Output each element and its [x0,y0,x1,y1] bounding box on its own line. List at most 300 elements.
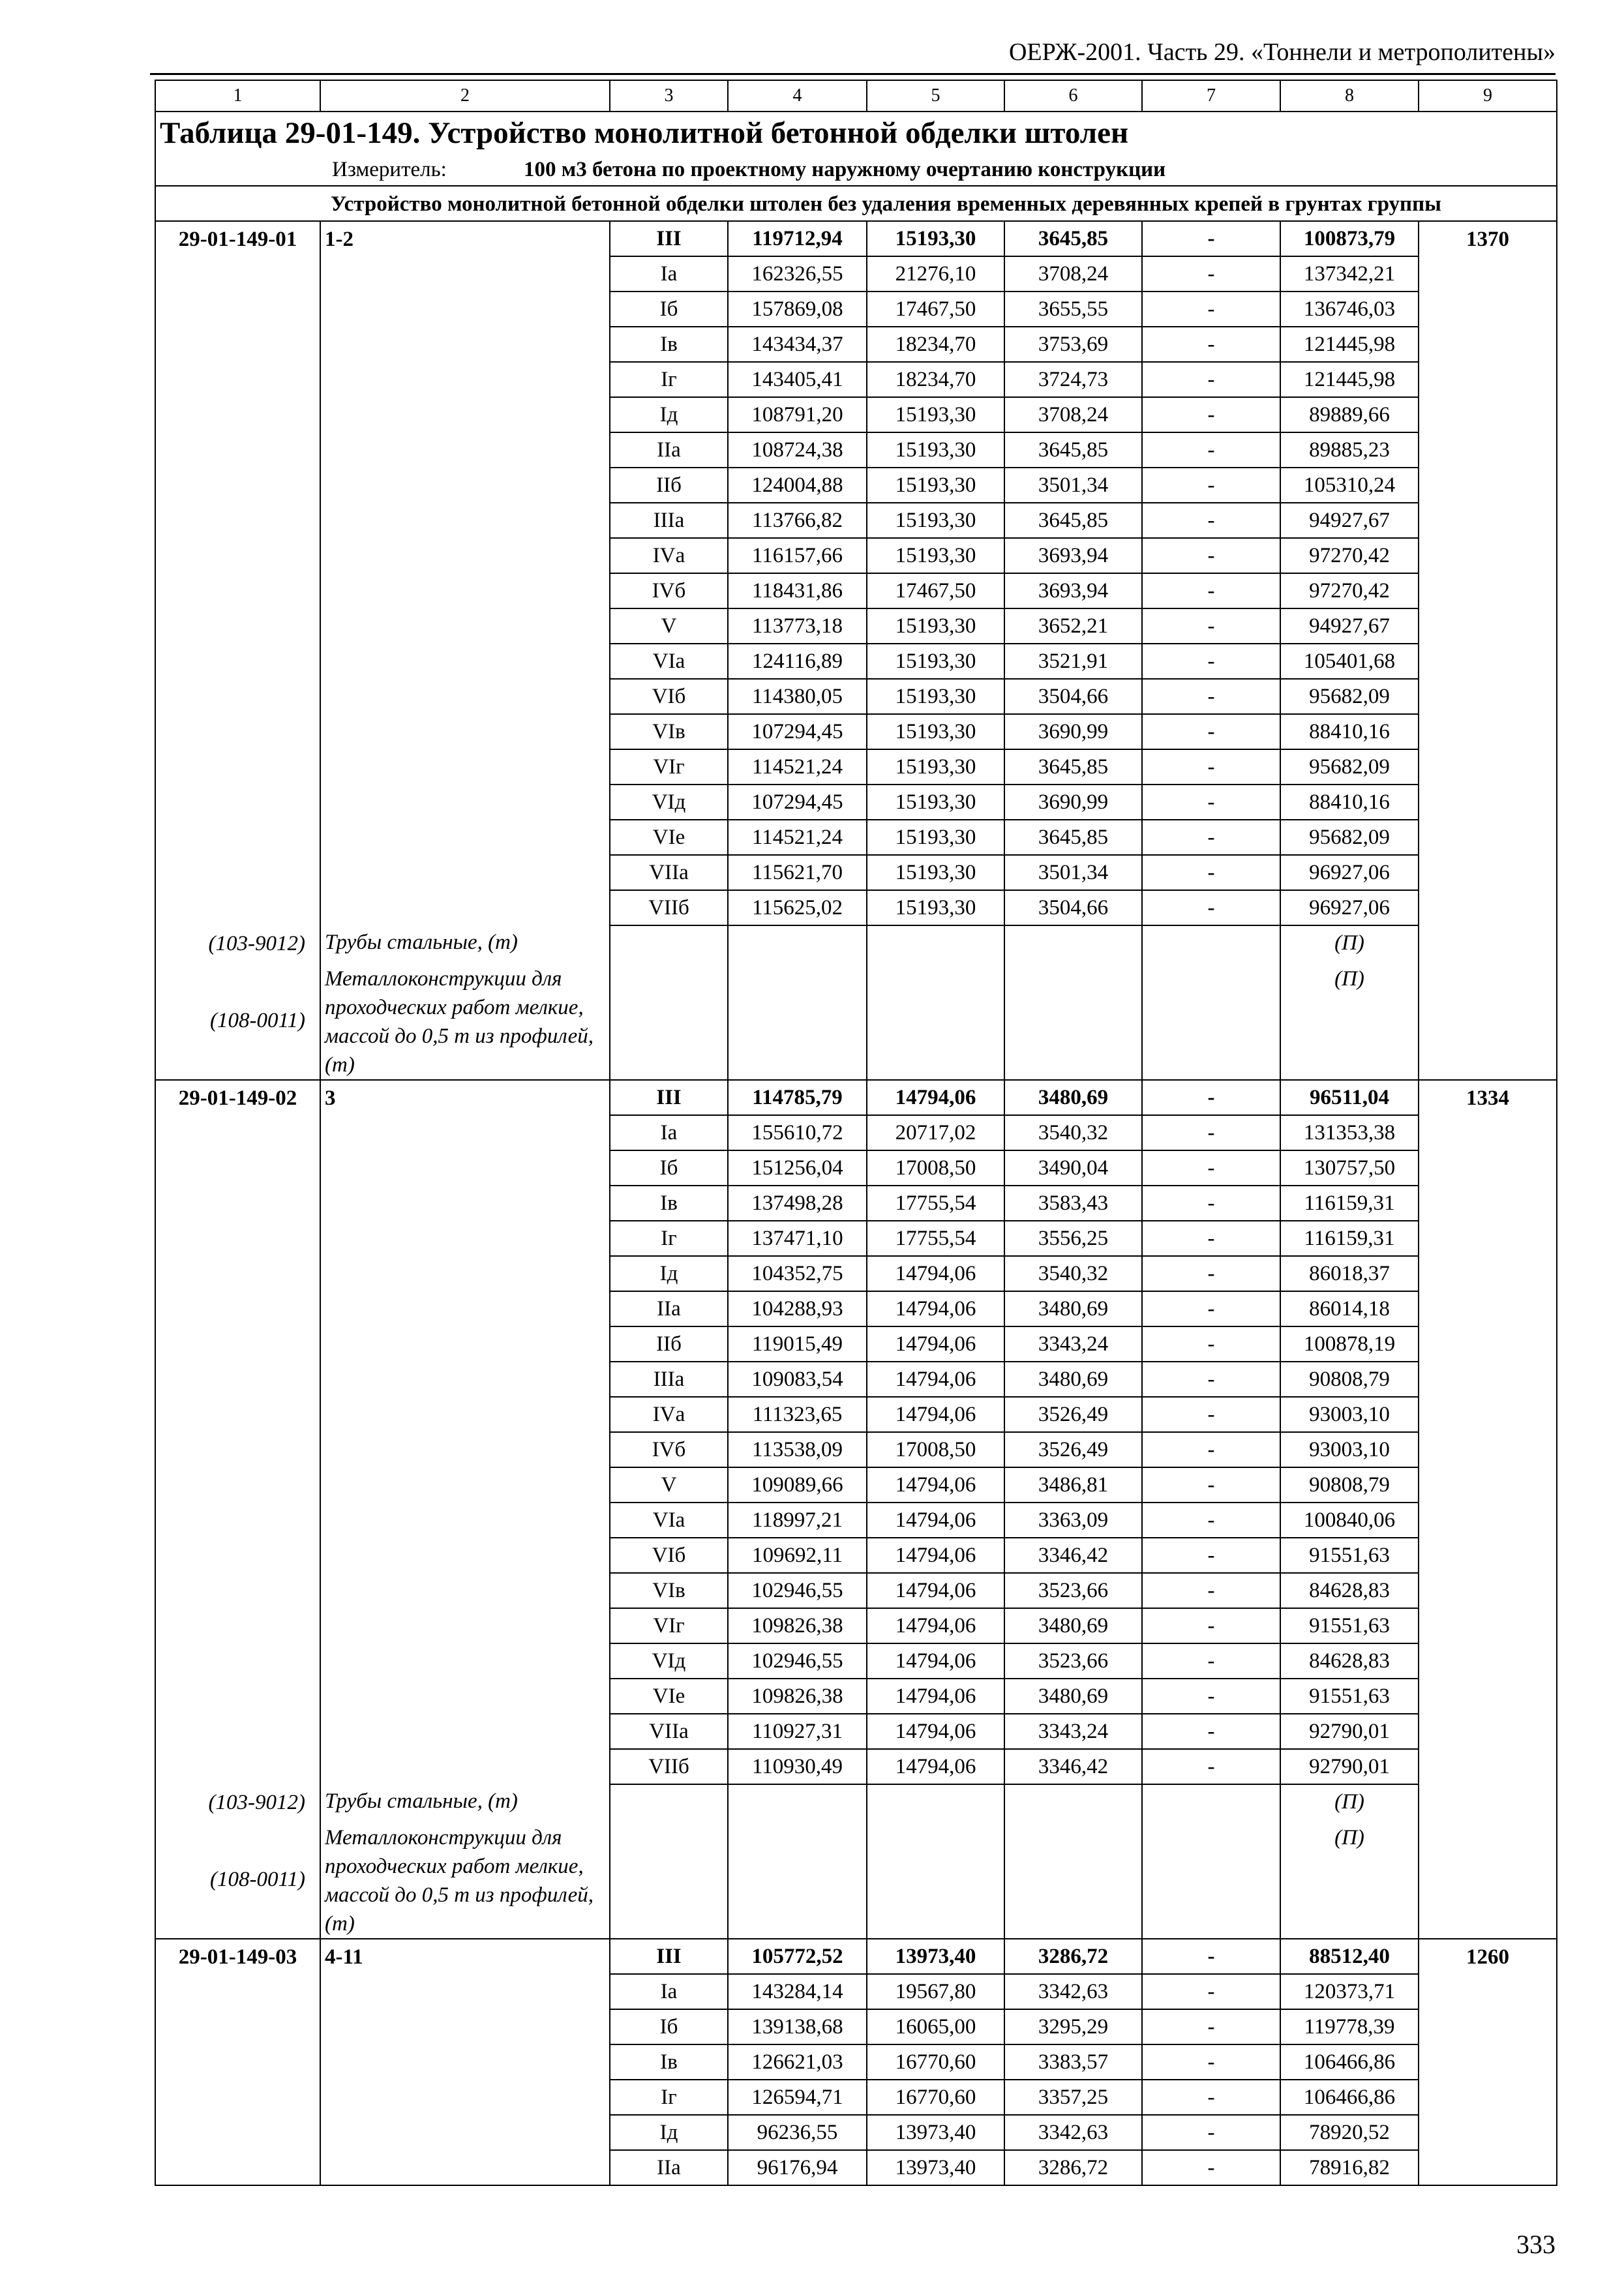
zone-code: Iг [610,1221,728,1256]
page-number: 333 [1516,2230,1556,2259]
wages: 15193,30 [867,397,1004,432]
total-cost: 114521,24 [728,749,867,785]
zone-code: IVа [610,1397,728,1432]
soil-group [320,1679,610,1714]
materials-cost: 90808,79 [1280,1467,1419,1503]
empty-cell [1419,1784,1557,1821]
empty-cell [728,1821,867,1939]
driver-wages: - [1142,890,1280,925]
driver-wages: - [1142,644,1280,679]
materials-cost: 78920,52 [1280,2115,1419,2150]
empty-cell [1142,1821,1280,1939]
machine-cost: 3645,85 [1004,820,1142,855]
machine-cost: 3342,63 [1004,1974,1142,2009]
wages: 15193,30 [867,538,1004,573]
driver-wages: - [1142,1714,1280,1749]
total-cost: 137498,28 [728,1186,867,1221]
labor-cost [1419,432,1557,468]
driver-wages: - [1142,785,1280,820]
column-number: 5 [867,80,1004,112]
material-code: (103-9012) [155,1784,320,1821]
table-row [155,785,1557,820]
wages: 15193,30 [867,749,1004,785]
total-cost: 109083,54 [728,1362,867,1397]
running-header: ОЕРЖ-2001. Часть 29. «Тоннели и метрополитены» [1008,38,1556,66]
zone-code: Iв [610,1186,728,1221]
soil-group: 4-11 [320,1939,610,1974]
wages: 17467,50 [867,292,1004,327]
zone-code: VIIа [610,855,728,890]
soil-group [320,1643,610,1679]
rate-code [155,749,320,785]
machine-cost: 3652,21 [1004,608,1142,644]
driver-wages: - [1142,1115,1280,1150]
rate-code [155,503,320,538]
table-row [155,1186,1557,1221]
total-cost: 116157,66 [728,538,867,573]
column-number-row [155,80,1557,112]
materials-cost: 116159,31 [1280,1221,1419,1256]
machine-cost: 3645,85 [1004,221,1142,256]
labor-cost [1419,1326,1557,1362]
machine-cost: 3357,25 [1004,2080,1142,2115]
soil-group [320,468,610,503]
zone-code: Iд [610,397,728,432]
soil-group [320,1749,610,1784]
machine-cost: 3480,69 [1004,1679,1142,1714]
zone-code: Iб [610,2009,728,2044]
rate-code [155,820,320,855]
total-cost: 108724,38 [728,432,867,468]
labor-cost [1419,538,1557,573]
table-row [155,1150,1557,1186]
table-row [155,1573,1557,1608]
material-row [155,1784,1557,1821]
total-cost: 114785,79 [728,1080,867,1115]
machine-cost: 3645,85 [1004,432,1142,468]
driver-wages: - [1142,608,1280,644]
materials-cost: 119778,39 [1280,2009,1419,2044]
empty-cell [1419,962,1557,1080]
labor-cost [1419,503,1557,538]
wages: 13973,40 [867,2150,1004,2185]
empty-cell [728,1784,867,1821]
labor-cost [1419,1714,1557,1749]
driver-wages: - [1142,573,1280,608]
machine-cost: 3708,24 [1004,256,1142,292]
labor-cost: 1370 [1419,221,1557,256]
empty-cell [610,962,728,1080]
driver-wages: - [1142,1221,1280,1256]
empty-cell [1004,962,1142,1080]
total-cost: 119015,49 [728,1326,867,1362]
table-row [155,362,1557,397]
zone-code: V [610,608,728,644]
materials-cost: 121445,98 [1280,327,1419,362]
rate-code [155,1291,320,1326]
table-row [155,1503,1557,1538]
table-row [155,397,1557,432]
materials-cost: 105310,24 [1280,468,1419,503]
driver-wages: - [1142,2115,1280,2150]
wages: 15193,30 [867,503,1004,538]
zone-code: IVб [610,573,728,608]
total-cost: 107294,45 [728,714,867,749]
soil-group [320,1150,610,1186]
labor-cost [1419,1397,1557,1432]
rate-code [155,432,320,468]
labor-cost [1419,1256,1557,1291]
machine-cost: 3521,91 [1004,644,1142,679]
zone-code: IIб [610,1326,728,1362]
driver-wages: - [1142,256,1280,292]
wages: 14794,06 [867,1362,1004,1397]
soil-group [320,1608,610,1643]
labor-cost [1419,1538,1557,1573]
rate-code [155,1432,320,1467]
total-cost: 111323,65 [728,1397,867,1432]
zone-code: Iд [610,1256,728,1291]
driver-wages: - [1142,1467,1280,1503]
zone-code: VIг [610,1608,728,1643]
total-cost: 113766,82 [728,503,867,538]
rates-table [155,80,1557,2186]
materials-cost: 95682,09 [1280,820,1419,855]
material-name: Металлоконструкции для проходческих работ мелкие, массой до 0,5 т из профилей, (т) [320,1821,610,1939]
soil-group [320,644,610,679]
total-cost: 105772,52 [728,1939,867,1974]
zone-code: Iг [610,2080,728,2115]
table-row [155,1538,1557,1573]
soil-group: 1-2 [320,221,610,256]
machine-cost: 3645,85 [1004,503,1142,538]
soil-group [320,1326,610,1362]
table-row [155,1080,1557,1115]
wages: 17008,50 [867,1432,1004,1467]
machine-cost: 3486,81 [1004,1467,1142,1503]
rate-code [155,1749,320,1784]
zone-code: Iв [610,327,728,362]
zone-code: VIа [610,644,728,679]
machine-cost: 3655,55 [1004,292,1142,327]
driver-wages: - [1142,1362,1280,1397]
soil-group [320,1186,610,1221]
wages: 20717,02 [867,1115,1004,1150]
materials-cost: 96927,06 [1280,855,1419,890]
total-cost: 118431,86 [728,573,867,608]
total-cost: 139138,68 [728,2009,867,2044]
machine-cost: 3342,63 [1004,2115,1142,2150]
material-mark: (П) [1280,1784,1419,1821]
zone-code: IVа [610,538,728,573]
rate-code [155,890,320,925]
labor-cost [1419,749,1557,785]
table-row [155,221,1557,256]
driver-wages: - [1142,679,1280,714]
table-title: Таблица 29-01-149. Устройство монолитной бетонной обделки штолен [155,112,1557,154]
materials-cost: 100873,79 [1280,221,1419,256]
machine-cost: 3343,24 [1004,1326,1142,1362]
table-row [155,292,1557,327]
rate-code [155,1714,320,1749]
table-row [155,1362,1557,1397]
table-row [155,468,1557,503]
table-row [155,327,1557,362]
material-row [155,925,1557,962]
empty-cell [728,925,867,962]
table-row [155,538,1557,573]
zone-code: IIб [610,468,728,503]
table-row [155,855,1557,890]
rate-code [155,468,320,503]
total-cost: 126621,03 [728,2044,867,2080]
labor-cost [1419,644,1557,679]
table-row [155,608,1557,644]
soil-group [320,1573,610,1608]
soil-group [320,1115,610,1150]
zone-code: IIа [610,1291,728,1326]
labor-cost [1419,1221,1557,1256]
total-cost: 126594,71 [728,2080,867,2115]
driver-wages: - [1142,1643,1280,1679]
wages: 14794,06 [867,1643,1004,1679]
materials-cost: 90808,79 [1280,1362,1419,1397]
total-cost: 143434,37 [728,327,867,362]
materials-cost: 100878,19 [1280,1326,1419,1362]
driver-wages: - [1142,327,1280,362]
table-row [155,1397,1557,1432]
soil-group [320,292,610,327]
wages: 17467,50 [867,573,1004,608]
driver-wages: - [1142,362,1280,397]
rate-code [155,1115,320,1150]
labor-cost [1419,1573,1557,1608]
wages: 13973,40 [867,2115,1004,2150]
driver-wages: - [1142,749,1280,785]
rate-code [155,573,320,608]
rate-code [155,608,320,644]
column-number: 3 [610,80,728,112]
zone-code: Iд [610,2115,728,2150]
wages: 14794,06 [867,1080,1004,1115]
soil-group [320,679,610,714]
empty-cell [1142,1784,1280,1821]
total-cost: 143284,14 [728,1974,867,2009]
machine-cost: 3583,43 [1004,1186,1142,1221]
rate-code [155,1186,320,1221]
empty-cell [867,1784,1004,1821]
soil-group [320,714,610,749]
table-row [155,890,1557,925]
materials-cost: 131353,38 [1280,1115,1419,1150]
zone-code: III [610,221,728,256]
table-row [155,679,1557,714]
labor-cost [1419,2115,1557,2150]
total-cost: 151256,04 [728,1150,867,1186]
labor-cost [1419,256,1557,292]
table-row [155,432,1557,468]
machine-cost: 3363,09 [1004,1503,1142,1538]
rate-code [155,644,320,679]
labor-cost [1419,608,1557,644]
machine-cost: 3501,34 [1004,468,1142,503]
table-subtitle: Устройство монолитной бетонной обделки штолен без удаления временных деревянных крепей в грунтах группы [155,186,1557,221]
meter-cell [155,154,1557,186]
materials-cost: 100840,06 [1280,1503,1419,1538]
wages: 15193,30 [867,608,1004,644]
labor-cost [1419,1503,1557,1538]
wages: 14794,06 [867,1503,1004,1538]
total-cost: 124116,89 [728,644,867,679]
driver-wages: - [1142,468,1280,503]
rate-code: 29-01-149-01 [155,221,320,256]
labor-cost [1419,1432,1557,1467]
meter-label: Измеритель: [332,158,447,181]
machine-cost: 3540,32 [1004,1115,1142,1150]
materials-cost: 121445,98 [1280,362,1419,397]
soil-group [320,538,610,573]
rate-code [155,1974,320,2009]
table-row [155,1608,1557,1643]
labor-cost [1419,1643,1557,1679]
column-number: 7 [1142,80,1280,112]
driver-wages: - [1142,1538,1280,1573]
materials-cost: 94927,67 [1280,503,1419,538]
soil-group [320,1974,610,2009]
labor-cost [1419,890,1557,925]
wages: 18234,70 [867,362,1004,397]
rate-code [155,2115,320,2150]
wages: 14794,06 [867,1749,1004,1784]
wages: 15193,30 [867,855,1004,890]
wages: 15193,30 [867,890,1004,925]
machine-cost: 3693,94 [1004,538,1142,573]
machine-cost: 3490,04 [1004,1150,1142,1186]
total-cost: 114521,24 [728,820,867,855]
wages: 16770,60 [867,2080,1004,2115]
rate-code [155,2044,320,2080]
rate-code [155,1608,320,1643]
machine-cost: 3753,69 [1004,327,1142,362]
machine-cost: 3480,69 [1004,1291,1142,1326]
table-row [155,820,1557,855]
machine-cost: 3708,24 [1004,397,1142,432]
materials-cost: 88512,40 [1280,1939,1419,1974]
zone-code: Iа [610,1115,728,1150]
soil-group [320,608,610,644]
rates-table-container [155,80,1556,2186]
materials-cost: 91551,63 [1280,1679,1419,1714]
rate-code [155,785,320,820]
rate-code [155,855,320,890]
table-row [155,1467,1557,1503]
total-cost: 114380,05 [728,679,867,714]
title-row [155,112,1557,154]
table-row [155,573,1557,608]
driver-wages: - [1142,432,1280,468]
material-row [155,1821,1557,1939]
driver-wages: - [1142,221,1280,256]
driver-wages: - [1142,1397,1280,1432]
total-cost: 96176,94 [728,2150,867,2185]
rate-code [155,1397,320,1432]
machine-cost: 3540,32 [1004,1256,1142,1291]
zone-code: Iа [610,256,728,292]
table-row [155,1326,1557,1362]
rate-code [155,2150,320,2185]
table-row [155,1115,1557,1150]
soil-group [320,2044,610,2080]
wages: 18234,70 [867,327,1004,362]
materials-cost: 91551,63 [1280,1538,1419,1573]
zone-code: VIIа [610,1714,728,1749]
zone-code: VIIб [610,1749,728,1784]
empty-cell [610,1784,728,1821]
zone-code: Iб [610,292,728,327]
column-number: 2 [320,80,610,112]
material-code: (108-0011) [155,962,320,1080]
wages: 14794,06 [867,1467,1004,1503]
empty-cell [1142,925,1280,962]
empty-cell [1004,925,1142,962]
wages: 14794,06 [867,1573,1004,1608]
table-row [155,2080,1557,2115]
soil-group [320,2080,610,2115]
column-number: 6 [1004,80,1142,112]
driver-wages: - [1142,1080,1280,1115]
rate-code [155,1221,320,1256]
rate-code [155,397,320,432]
zone-code: IIа [610,2150,728,2185]
machine-cost: 3480,69 [1004,1608,1142,1643]
empty-cell [1004,1821,1142,1939]
column-number: 1 [155,80,320,112]
driver-wages: - [1142,1291,1280,1326]
empty-cell [1419,925,1557,962]
wages: 16065,00 [867,2009,1004,2044]
materials-cost: 136746,03 [1280,292,1419,327]
driver-wages: - [1142,1432,1280,1467]
materials-cost: 78916,82 [1280,2150,1419,2185]
soil-group [320,327,610,362]
empty-cell [867,1821,1004,1939]
wages: 15193,30 [867,820,1004,855]
materials-cost: 95682,09 [1280,679,1419,714]
driver-wages: - [1142,1256,1280,1291]
soil-group [320,1503,610,1538]
driver-wages: - [1142,2080,1280,2115]
machine-cost: 3690,99 [1004,714,1142,749]
zone-code: VIв [610,714,728,749]
machine-cost: 3693,94 [1004,573,1142,608]
rate-code: 29-01-149-03 [155,1939,320,1974]
labor-cost [1419,2080,1557,2115]
soil-group [320,785,610,820]
materials-cost: 88410,16 [1280,785,1419,820]
driver-wages: - [1142,503,1280,538]
labor-cost [1419,397,1557,432]
table-row [155,1643,1557,1679]
material-mark: (П) [1280,925,1419,962]
total-cost: 104352,75 [728,1256,867,1291]
materials-cost: 89889,66 [1280,397,1419,432]
wages: 15193,30 [867,785,1004,820]
labor-cost [1419,1608,1557,1643]
materials-cost: 84628,83 [1280,1573,1419,1608]
driver-wages: - [1142,292,1280,327]
machine-cost: 3346,42 [1004,1749,1142,1784]
materials-cost: 95682,09 [1280,749,1419,785]
